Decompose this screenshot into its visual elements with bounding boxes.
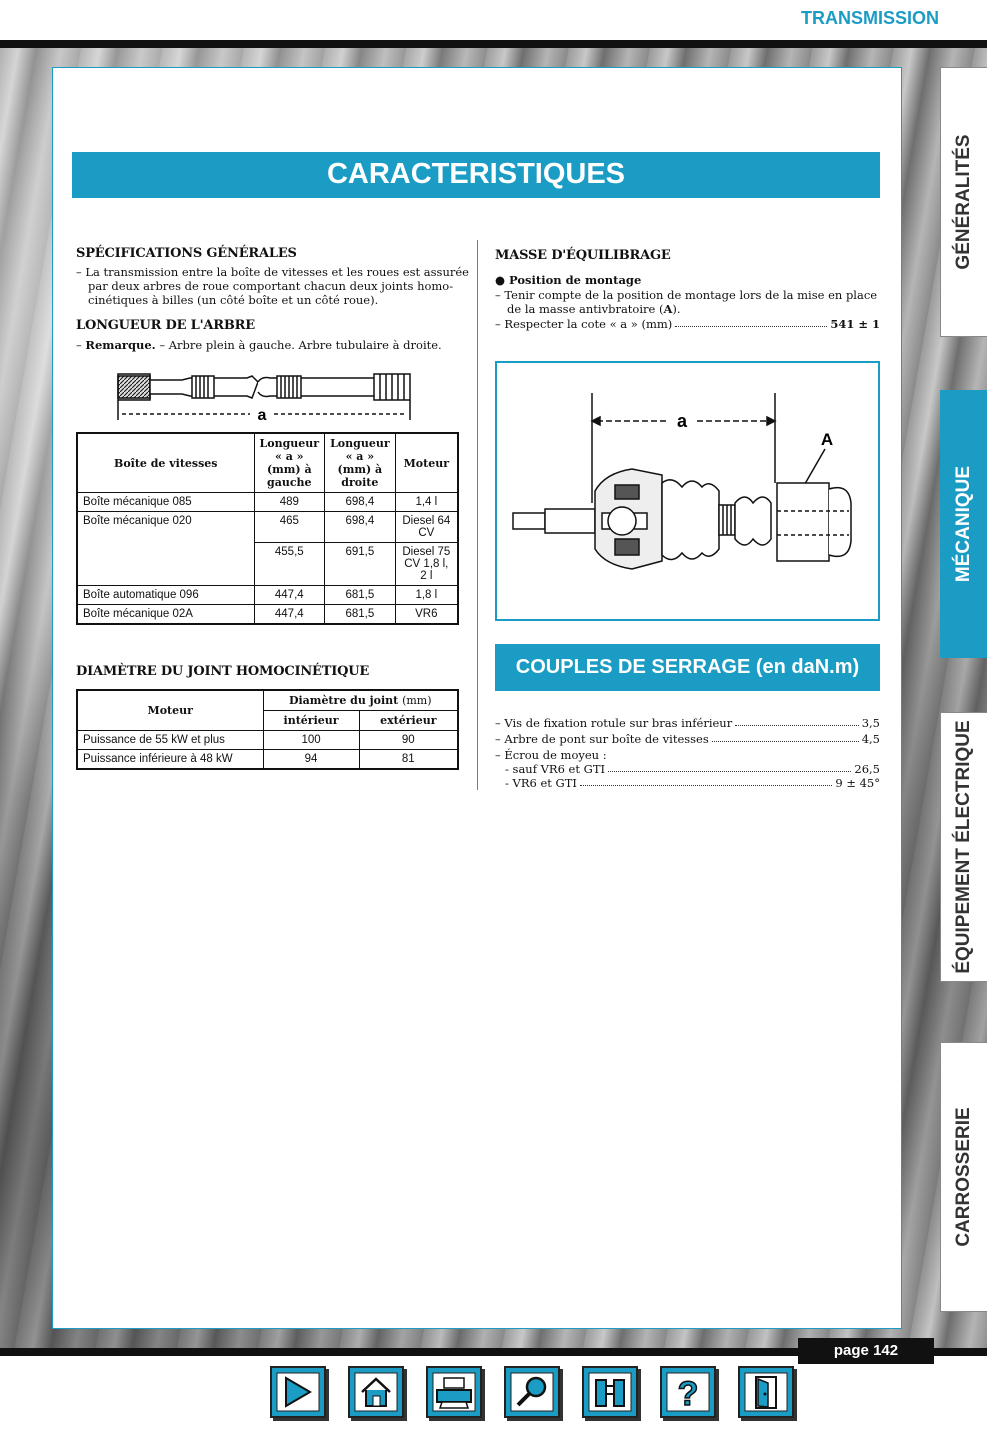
cell-droite: 698,4	[325, 493, 396, 512]
cell-boite: Boîte automatique 096	[77, 586, 254, 605]
balance-figure	[495, 361, 880, 621]
next-icon	[276, 1372, 320, 1412]
balance-cote-line	[495, 317, 880, 331]
torque-label: - VR6 et GTI	[505, 776, 577, 790]
torque-banner: COUPLES DE SERRAGE (en daN.m)	[495, 644, 880, 691]
leader-dots	[712, 732, 859, 742]
torque-line	[495, 732, 880, 746]
cell-moteur: 1,4 l	[395, 493, 458, 512]
col-droite: Longueur « a » (mm) à droite	[325, 433, 396, 493]
torque-label: - sauf VR6 et GTI	[505, 762, 606, 776]
print-button[interactable]	[426, 1366, 482, 1418]
tab-label: CARROSSERIE	[953, 1107, 974, 1247]
balance-line1: – Tenir compte de la position de montage lors de la mise en place	[495, 288, 878, 302]
col-exterieur: extérieur	[359, 711, 458, 731]
torque-value: 4,5	[861, 732, 880, 746]
leader-dots	[675, 317, 827, 327]
table-header-row	[77, 433, 458, 493]
cell-gauche: 465	[254, 512, 325, 543]
cell-gauche: 447,4	[254, 586, 325, 605]
help-icon	[666, 1372, 710, 1412]
torque-line	[495, 748, 880, 762]
cell-exterieur: 90	[359, 731, 458, 750]
leader-dots	[608, 762, 851, 772]
table-row	[77, 750, 458, 770]
svg-text:?: ?	[677, 1375, 699, 1412]
balance-line2-b: ).	[672, 302, 681, 316]
tab-generalites[interactable]	[940, 67, 987, 337]
tab-carrosserie[interactable]	[940, 1042, 987, 1312]
table-row	[77, 512, 458, 543]
col-diametre	[263, 690, 458, 711]
cell-gauche: 489	[254, 493, 325, 512]
header-rule	[0, 40, 987, 48]
diam-label: Diamètre du joint	[288, 694, 399, 707]
torque-label: – Vis de fixation rotule sur bras inférieur	[495, 716, 733, 730]
shaft-length-table	[76, 432, 459, 625]
col-moteur: Moteur	[77, 690, 263, 731]
cell-boite: Boîte mécanique 085	[77, 493, 254, 512]
table-header-row	[77, 690, 458, 711]
specs-text-line1: – La transmission entre la boîte de vitesses et les roues est assurée	[76, 265, 469, 279]
table-row	[77, 605, 458, 625]
diam-unit: (mm)	[402, 694, 432, 707]
cote-value: 541 ± 1	[830, 317, 880, 331]
remark-label: Remarque.	[85, 338, 156, 352]
table-row	[77, 586, 458, 605]
next-button[interactable]	[270, 1366, 326, 1418]
cell-moteur: Diesel 64 CV	[395, 512, 458, 543]
remark-text: – Arbre plein à gauche. Arbre tubulaire à droite.	[159, 338, 442, 352]
specs-text-line2: par deux arbres de roue comportant chacun deux joints homo-	[88, 279, 454, 293]
drive-shaft-drawing	[497, 363, 878, 619]
help-button[interactable]	[660, 1366, 716, 1418]
cell-droite: 698,4	[325, 512, 396, 543]
page-header	[0, 0, 987, 40]
cell-exterieur: 81	[359, 750, 458, 770]
balance-bullet: ● Position de montage	[495, 273, 642, 287]
torque-line	[495, 762, 880, 776]
cell-gauche: 447,4	[254, 605, 325, 625]
specs-text-line3: cinétiques à billes (un côté boîte et un côté roue).	[88, 293, 379, 307]
leader-dots	[580, 776, 832, 786]
col-boite: Boîte de vitesses	[77, 433, 254, 493]
section-title: TRANSMISSION	[800, 8, 939, 28]
cell-interieur: 100	[263, 731, 359, 750]
cell-moteur: VR6	[395, 605, 458, 625]
balance-heading: MASSE D'ÉQUILIBRAGE	[495, 248, 671, 263]
balance-line2-a: de la masse antivbratoire (	[507, 302, 664, 316]
torque-value: 26,5	[854, 762, 880, 776]
exit-icon	[744, 1372, 788, 1412]
tab-equipement-electrique[interactable]	[940, 712, 987, 982]
column-divider	[477, 240, 478, 790]
cell-interieur: 94	[263, 750, 359, 770]
torque-value: 9 ± 45°	[835, 776, 880, 790]
search-button[interactable]	[504, 1366, 560, 1418]
col-interieur: intérieur	[263, 711, 359, 731]
col-moteur: Moteur	[395, 433, 458, 493]
balance-line2	[507, 302, 681, 316]
shaft-heading: LONGUEUR DE L'ARBRE	[76, 318, 255, 333]
cell-moteur: Diesel 75 CV 1,8 l, 2 l	[395, 543, 458, 586]
cell-gauche: 455,5	[254, 543, 325, 586]
specs-heading: SPÉCIFICATIONS GÉNÉRALES	[76, 246, 297, 261]
table-row	[77, 731, 458, 750]
figure-dimension-label: a	[676, 411, 688, 431]
cell-droite: 691,5	[325, 543, 396, 586]
torque-label: – Arbre de pont sur boîte de vitesses	[495, 732, 709, 746]
torque-value: 3,5	[861, 716, 880, 730]
cell-moteur: Puissance inférieure à 48 kW	[77, 750, 263, 770]
binoculars-button[interactable]	[582, 1366, 638, 1418]
home-button[interactable]	[348, 1366, 404, 1418]
shaft-dimension-label: a	[257, 407, 267, 424]
page-number: page 142	[798, 1338, 934, 1364]
search-icon	[510, 1372, 554, 1412]
binoculars-icon	[588, 1372, 632, 1412]
balance-line2-bold: A	[663, 302, 673, 316]
tab-mecanique[interactable]	[940, 390, 987, 658]
tab-label: MÉCANIQUE	[953, 465, 974, 583]
cell-droite: 681,5	[325, 605, 396, 625]
col-gauche: Longueur « a » (mm) à gauche	[254, 433, 325, 493]
shaft-diagram	[112, 368, 417, 426]
cote-label: – Respecter la cote « a » (mm)	[495, 317, 673, 331]
torque-label: – Écrou de moyeu :	[495, 748, 607, 762]
tab-label: GÉNÉRALITÉS	[953, 134, 974, 270]
torque-line	[495, 776, 880, 790]
tab-label: ÉQUIPEMENT ÉLECTRIQUE	[953, 720, 974, 974]
shaft-remark: – Remarque. – Arbre plein à gauche. Arbre tubulaire à droite.	[76, 338, 442, 352]
cell-moteur: Puissance de 55 kW et plus	[77, 731, 263, 750]
cell-boite: Boîte mécanique 020	[77, 512, 254, 586]
home-icon	[354, 1372, 398, 1412]
torque-line	[495, 716, 880, 730]
print-icon	[432, 1372, 476, 1412]
joint-heading: DIAMÈTRE DU JOINT HOMOCINÉTIQUE	[76, 664, 370, 679]
exit-button[interactable]	[738, 1366, 794, 1418]
cell-moteur: 1,8 l	[395, 586, 458, 605]
cell-droite: 681,5	[325, 586, 396, 605]
joint-diameter-table	[76, 689, 459, 770]
page-title: CARACTERISTIQUES	[72, 152, 880, 198]
table-row	[77, 493, 458, 512]
cell-boite: Boîte mécanique 02A	[77, 605, 254, 625]
figure-mass-label: A	[820, 430, 834, 449]
leader-dots	[735, 716, 858, 726]
